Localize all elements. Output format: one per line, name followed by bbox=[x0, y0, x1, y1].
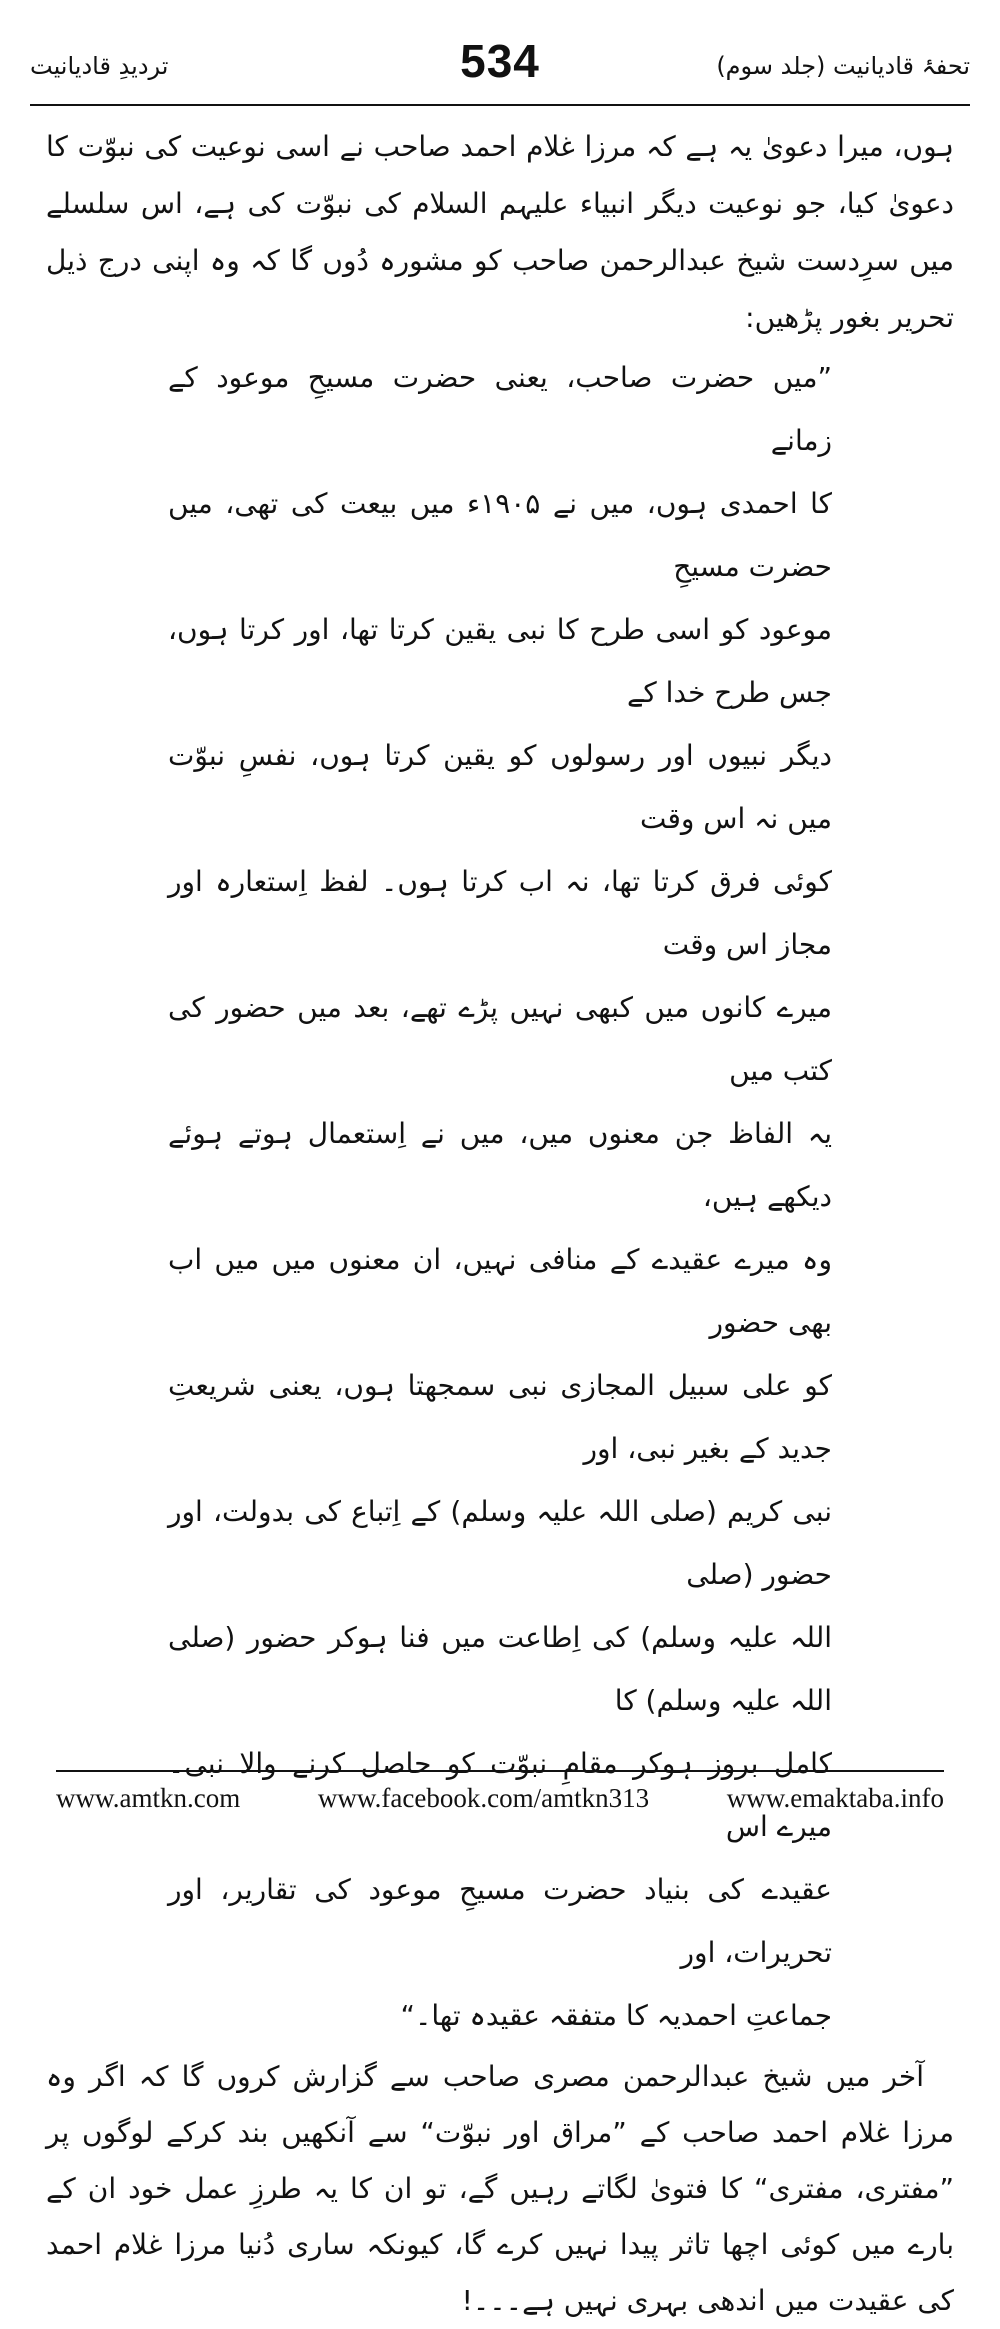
quote-line: اللہ علیہ وسلم) کی اِطاعت میں فنا ہوکر حضور (صلی اللہ علیہ وسلم) کا bbox=[168, 1621, 832, 1717]
quote-line: موعود کو اسی طرح کا نبی یقین کرتا تھا، اور کرتا ہوں، جس طرح خدا کے bbox=[168, 613, 832, 709]
quote-line: میرے کانوں میں کبھی نہیں پڑے تھے، بعد میں حضور کی کتب میں bbox=[168, 991, 832, 1087]
quote-line: کو علی سبیل المجازی نبی سمجھتا ہوں، یعنی شریعتِ جدید کے بغیر نبی، اور bbox=[168, 1369, 832, 1465]
quote-line: وہ میرے عقیدے کے منافی نہیں، ان معنوں میں میں اب بھی حضور bbox=[168, 1243, 832, 1339]
footer-link-facebook[interactable]: www.facebook.com/amtkn313 bbox=[317, 1783, 650, 1813]
header-divider bbox=[30, 104, 970, 106]
quote-line: یہ الفاظ جن معنوں میں، میں نے اِستعمال ہوتے ہوئے دیکھے ہیں، bbox=[168, 1117, 832, 1213]
quote-line: دیگر نبیوں اور رسولوں کو یقین کرتا ہوں، نفسِ نبوّت میں نہ اس وقت bbox=[168, 739, 832, 835]
book-title: تحفۂ قادیانیت (جلد سوم) bbox=[716, 52, 970, 80]
quote-line: جماعتِ احمدیہ کا متفقہ عقیدہ تھا۔“ bbox=[400, 1999, 832, 2032]
section-title: تردیدِ قادیانیت bbox=[30, 52, 169, 80]
quote-line: کامل بروز ہوکر مقامِ نبوّت کو حاصل کرنے والا نبی۔ میرے اس bbox=[168, 1747, 832, 1843]
quote-line: کوئی فرق کرتا تھا، نہ اب کرتا ہوں۔ لفظ اِستعارہ اور مجاز اس وقت bbox=[168, 865, 832, 961]
quote-line: کا احمدی ہوں، میں نے ۱۹۰۵ء میں بیعت کی تھی، میں حضرت مسیحِ bbox=[168, 487, 832, 583]
quote-line: نبی کریم (صلی اللہ علیہ وسلم) کے اِتباع کی بدولت، اور حضور (صلی bbox=[168, 1495, 832, 1591]
footer-divider bbox=[56, 1770, 944, 1772]
footer-link-emaktaba[interactable]: www.emaktaba.info bbox=[726, 1783, 944, 1813]
page-body bbox=[46, 118, 954, 2329]
quote-line: ”میں حضرت صاحب، یعنی حضرت مسیحِ موعود کے زمانے bbox=[168, 361, 832, 457]
quote-line: عقیدے کی بنیاد حضرت مسیحِ موعود کی تقاریر، اور تحریرات، اور bbox=[168, 1873, 832, 1969]
footer-link-amtkn[interactable]: www.amtkn.com bbox=[56, 1783, 241, 1813]
intro-paragraph: ہوں، میرا دعویٰ یہ ہے کہ مرزا غلام احمد صاحب نے اسی نوعیت کی نبوّت کا دعویٰ کیا، جو نوعیت دیگر انبیاء علیہم السلام کی نبوّت کی ہے، اس سلسلے میں سرِدست شیخ عبدالرحمن صاحب کو مشورہ دُوں گا کہ وہ اپنی درج ذیل تحریر بغور پڑھیں: bbox=[46, 130, 954, 334]
page-header bbox=[30, 30, 970, 100]
page-footer bbox=[56, 1783, 944, 1814]
closing-paragraph: آخر میں شیخ عبدالرحمن مصری صاحب سے گزارش کروں گا کہ اگر وہ مرزا غلام احمد صاحب کے ”مراق اور نبوّت“ سے آنکھیں بند کرکے لوگوں پر ”مفتری، مفتری“ کا فتویٰ لگاتے رہیں گے، تو ان کا یہ طرزِ عمل خود ان کے بارے میں کوئی اچھا تاثر پیدا نہیں کرے گا، کیونکہ ساری دُنیا مرزا غلام احمد کی عقیدت میں اندھی بہری نہیں ہے۔۔۔! bbox=[46, 2060, 954, 2317]
page-number: 534 bbox=[460, 35, 540, 87]
